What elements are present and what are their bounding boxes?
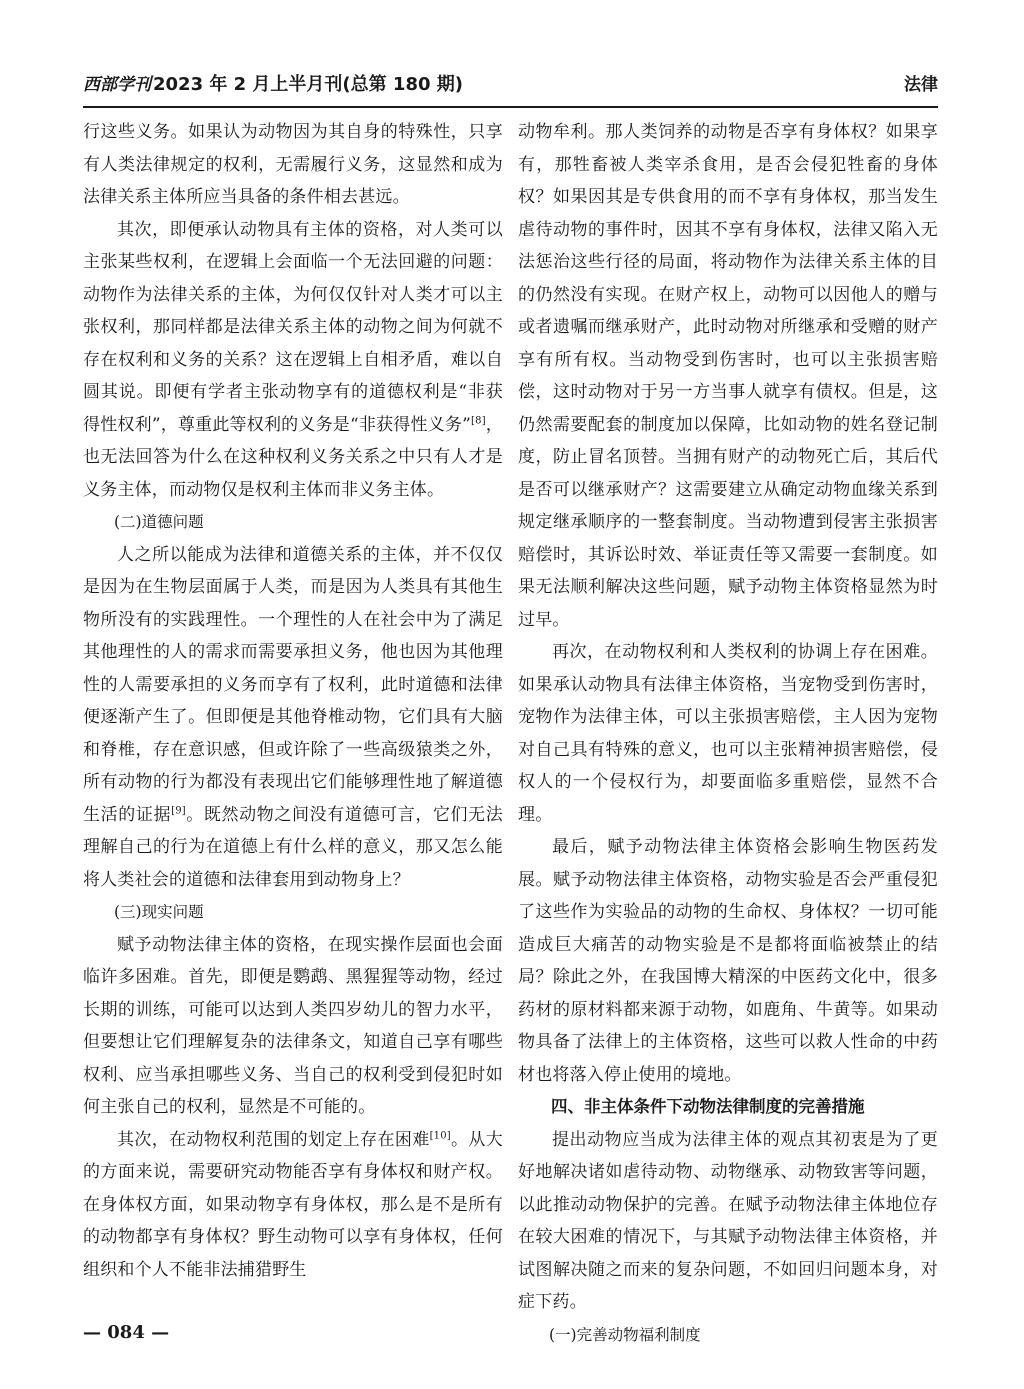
running-header	[83, 70, 938, 108]
section-heading: 四、非主体条件下动物法律制度的完善措施	[551, 1097, 865, 1116]
citation-ref: [9]	[171, 804, 186, 816]
journal-logo: 西部学刊	[83, 75, 151, 95]
paragraph: 其次，即便承认动物具有主体的资格，对人类可以主张某些权利，在逻辑上会面临一个无法回避的问题：动物作为法律关系的主体，为何仅仅针对人类才可以主张权利，那同样都是法律关系主体的动物之间为何就不存在权利和义务的关系？这在逻辑上自相矛盾，难以自圆其说。即便有学者主张动物享有的道德权利是“非获得性权利”，尊重此等权利的义务是“非获得性义务”[8]，也无法回答为什么在这种权利义务关系之中只有人才是义务主体，而动物仅是权利主体而非义务主体。	[83, 219, 504, 500]
citation-ref: [10]	[429, 1129, 451, 1141]
right-column	[518, 116, 938, 1351]
left-column	[83, 116, 503, 1286]
paragraph: 再次，在动物权利和人类权利的协调上存在困难。如果承认动物具有法律主体资格，当宠物受到伤害时，宠物作为法律主体，可以主张损害赔偿，主人因为宠物对自己具有特殊的意义，也可以主张精神损害赔偿，侵权人的一个侵权行为，却要面临多重赔偿，显然不合理。	[518, 642, 938, 825]
paragraph: 人之所以能成为法律和道德关系的主体，并不仅仅是因为在生物层面属于人类，而是因为人类具有其他生物所没有的实践理性。一个理性的人在社会中为了满足其他理性的人的需求而需要承担义务，他也因为其他理性的人需要承担的义务而享有了权利，此时道德和法律便逐渐产生了。但即便是其他脊椎动物，它们具有大脑和脊椎，存在意识感，但或许除了一些高级猿类之外，所有动物的行为都没有表现出它们能够理性地了解道德生活的证据[9]。既然动物之间没有道德可言，它们无法理解自己的行为在道德上有什么样的意义，那又怎么能将人类社会的道德和法律套用到动物身上？	[83, 544, 503, 890]
paragraph: 最后，赋予动物法律主体资格会影响生物医药发展。赋予动物法律主体资格，动物实验是否会严重侵犯了这些作为实验品的动物的生命权、身体权？一切可能造成巨大痛苦的动物实验是不是都将面临被禁止的结局？除此之外，在我国博大精深的中医药文化中，很多药材的原材料都来源于动物，如鹿角、牛黄等。如果动物具备了法律上的主体资格，这些可以救人性命的中药材也将落入停止使用的境地。	[518, 837, 938, 1085]
paragraph: 行这些义务。如果认为动物因为其自身的特殊性，只享有人类法律规定的权利，无需履行义务，这显然和成为法律关系主体所应当具备的条件相去甚远。	[83, 122, 503, 207]
issue-info: 2023 年 2 月上半月刊(总第 180 期)	[153, 74, 463, 95]
subsection-heading: (二)道德问题	[114, 513, 204, 531]
citation-ref: [8]	[471, 414, 486, 426]
section-tag: 法律	[904, 75, 938, 95]
subsection-heading: (一)完善动物福利制度	[549, 1325, 701, 1344]
paragraph: 其次，在动物权利范围的划定上存在困难[10]。从大的方面来说，需要研究动物能否享有身体权和财产权。在身体权方面，如果动物享有身体权，那么是不是所有的动物都享有身体权？野生动物可以享有身体权，任何组织和个人不能非法捕猎野生	[83, 1129, 503, 1280]
paragraph: 赋予动物法律主体的资格，在现实操作层面也会面临许多困难。首先，即便是鹦鹉、黑猩猩等动物，经过长期的训练，可能可以达到人类四岁幼儿的智力水平，但要想让它们理解复杂的法律条文，知道自己享有哪些权利、应当承担哪些义务、当自己的权利受到侵犯时如何主张自己的权利，显然是不可能的。	[83, 934, 503, 1117]
subsection-heading: (三)现实问题	[114, 903, 204, 921]
page-number: — 084 —	[83, 1322, 170, 1343]
paragraph: 动物牟利。那人类饲养的动物是否享有身体权？如果享有，那牲畜被人类宰杀食用，是否会侵犯牲畜的身体权？如果因其是专供食用的而不享有身体权，那当发生虐待动物的事件时，因其不享有身体权，法律又陷入无法惩治这些行径的局面，将动物作为法律关系主体的目的仍然没有实现。在财产权上，动物可以因他人的赠与或者遗嘱而继承财产，此时动物对所继承和受赠的财产享有所有权。当动物受到伤害时，也可以主张损害赔偿，这时动物对于另一方当事人就享有债权。但是，这仍然需要配套的制度加以保障，比如动物的姓名登记制度，防止冒名顶替。当拥有财产的动物死亡后，其后代是否可以继承财产？这需要建立从确定动物血缘关系到规定继承顺序的一整套制度。当动物遭到侵害主张损害赔偿时，其诉讼时效、举证责任等又需要一套制度。如果无法顺利解决这些问题，赋予动物主体资格显然为时过早。	[518, 122, 938, 630]
paragraph: 提出动物应当成为法律主体的观点其初衷是为了更好地解决诸如虐待动物、动物继承、动物致害等问题，以此推动动物保护的完善。在赋予动物法律主体地位存在较大困难的情况下，与其赋予动物法律主体资格，并试图解决随之而来的复杂问题，不如回归问题本身，对症下药。	[518, 1129, 938, 1312]
journal-title	[83, 70, 463, 100]
